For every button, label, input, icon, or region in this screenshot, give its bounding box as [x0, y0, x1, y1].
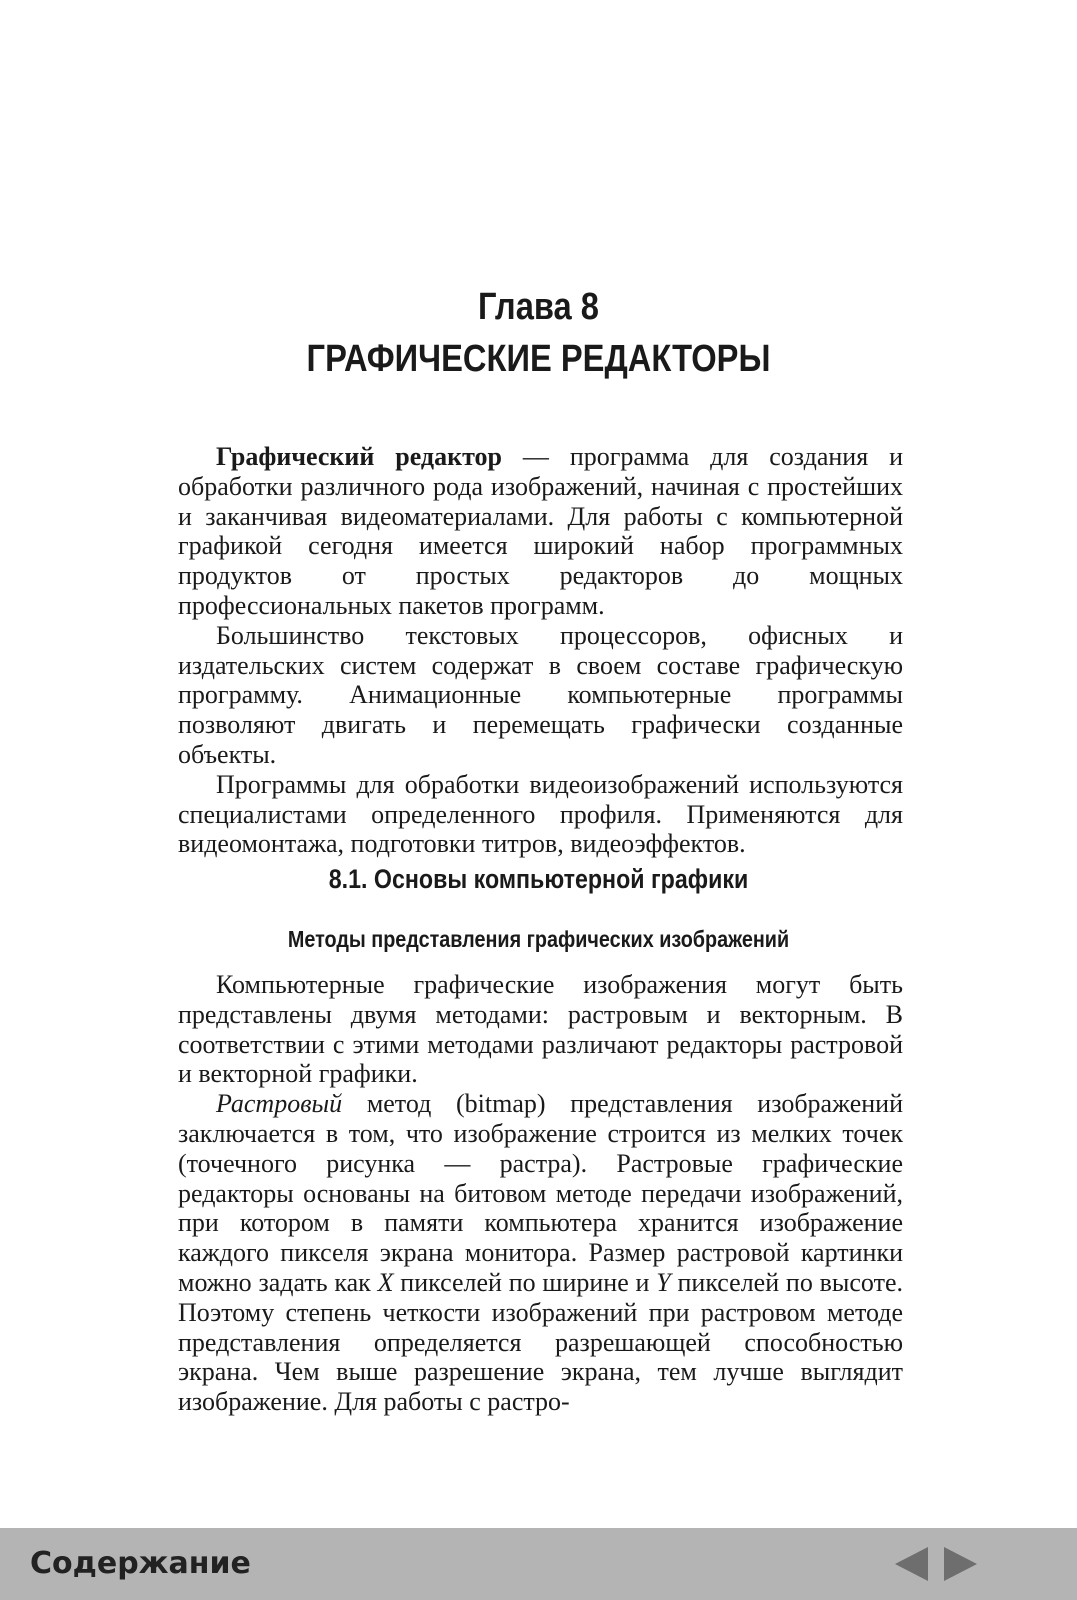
paragraph-text: пикселей по ширине и — [393, 1267, 657, 1297]
subsection-heading: Методы представления графических изображений — [287, 926, 790, 952]
paragraph: Компьютерные графические изображения могут быть представлены двумя методами: растровым и векторным. В соответствии с этими методами различают редакторы растровой и векторной графики. — [178, 970, 903, 1089]
section-text — [178, 970, 903, 1417]
previous-page-button[interactable] — [892, 1544, 932, 1584]
variable-y: Y — [656, 1267, 671, 1297]
paragraph-text: пикселей по высоте. Поэтому степень четкости изображений при растровом методе представления определяется разрешающей способностью экрана. Чем выше разрешение экрана, тем лучше выглядит изображение. Для работы с растро- — [178, 1267, 903, 1417]
chapter-heading — [75, 283, 1001, 387]
paragraph-text: — программа для создания и обработки различного рода изображений, начиная с простейших и заканчивая видеоматериалами. Для работы с компьютерной графикой сегодня имеется широкий набор программных продуктов от простых редакторов до мощных профессиональных пакетов программ. — [178, 442, 903, 620]
footer-navigation-bar — [0, 1528, 1077, 1600]
chapter-title: ГРАФИЧЕСКИЕ РЕДАКТОРЫ — [306, 338, 771, 380]
paragraph — [178, 1089, 903, 1417]
intro-text — [178, 442, 903, 859]
paragraph: Программы для обработки видеоизображений используются специалистами определенного профиля. Применяются для видеомонтажа, подготовки титров, видеоэффектов. — [178, 769, 903, 859]
italic-term: Растровый — [216, 1089, 343, 1119]
paragraph — [178, 442, 903, 621]
arrow-left-icon — [892, 1544, 932, 1584]
table-of-contents-link[interactable]: Содержание — [30, 1546, 251, 1581]
arrow-right-icon — [940, 1544, 980, 1584]
defined-term: Графический редактор — [216, 442, 502, 471]
next-page-button[interactable] — [940, 1544, 980, 1584]
section-heading: 8.1. Основы компьютерной графики — [328, 864, 749, 894]
variable-x: X — [377, 1267, 394, 1297]
paragraph: Большинство текстовых процессоров, офисных и издательских систем содержат в своем составе графическую программу. Анимационные компьютерные программы позволяют двигать и перемещать графически созданные объекты. — [178, 620, 903, 769]
chapter-number: Глава 8 — [478, 286, 599, 328]
paragraph-text: метод (bitmap) представления изображений заключается в том, что изображение строится из мелких точек (точечного рисунка — растра). Растровые графические редакторы основаны на битовом методе передачи изображений, при котором в памяти компьютера хранится изображение каждого пикселя экрана монитора. Размер растровой картинки можно задать как — [178, 1089, 903, 1297]
